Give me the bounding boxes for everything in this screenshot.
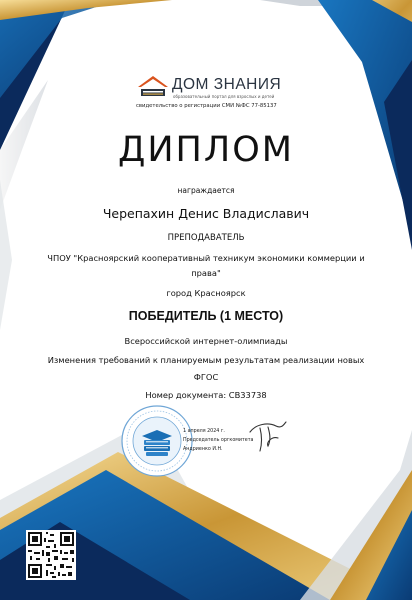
event-theme: Изменения требований к планируемым результатам реализации новых ФГОС [47,355,365,382]
signature-date: 1 апреля 2024 г. [183,429,225,434]
diploma-title: ДИПЛОМ [118,130,294,170]
frame-left-band [0,180,12,330]
city: город Красноярск [166,288,246,298]
signature-signer: Андриенко И.Н. [183,447,223,452]
house-book-icon [136,74,170,100]
organization: ЧПОУ "Красноярский кооперативный техникум экономики коммерции и права" [47,253,365,278]
awarded-label: награждается [177,186,235,195]
document-number: Номер документа: СВ33738 [145,390,267,400]
event-name: Всероссийской интернет-олимпиады [124,336,288,346]
logo-registration: свидетельство о регистрации СМИ №ФС 77-85137 [136,103,277,109]
portal-logo [136,76,286,116]
qr-code-icon [26,530,76,580]
signature-role: Председатель оргкомитета [183,438,254,443]
award-place: ПОБЕДИТЕЛЬ (1 МЕСТО) [128,309,284,323]
recipient-position: ПРЕПОДАВАТЕЛЬ [167,233,245,243]
recipient-name: Черепахин Денис Владиславич [102,206,310,221]
logo-name: ДОМ ЗНАНИЯ [172,76,282,93]
logo-tagline: образовательный портал для взрослых и детей [173,94,275,99]
handwritten-signature [246,418,290,454]
